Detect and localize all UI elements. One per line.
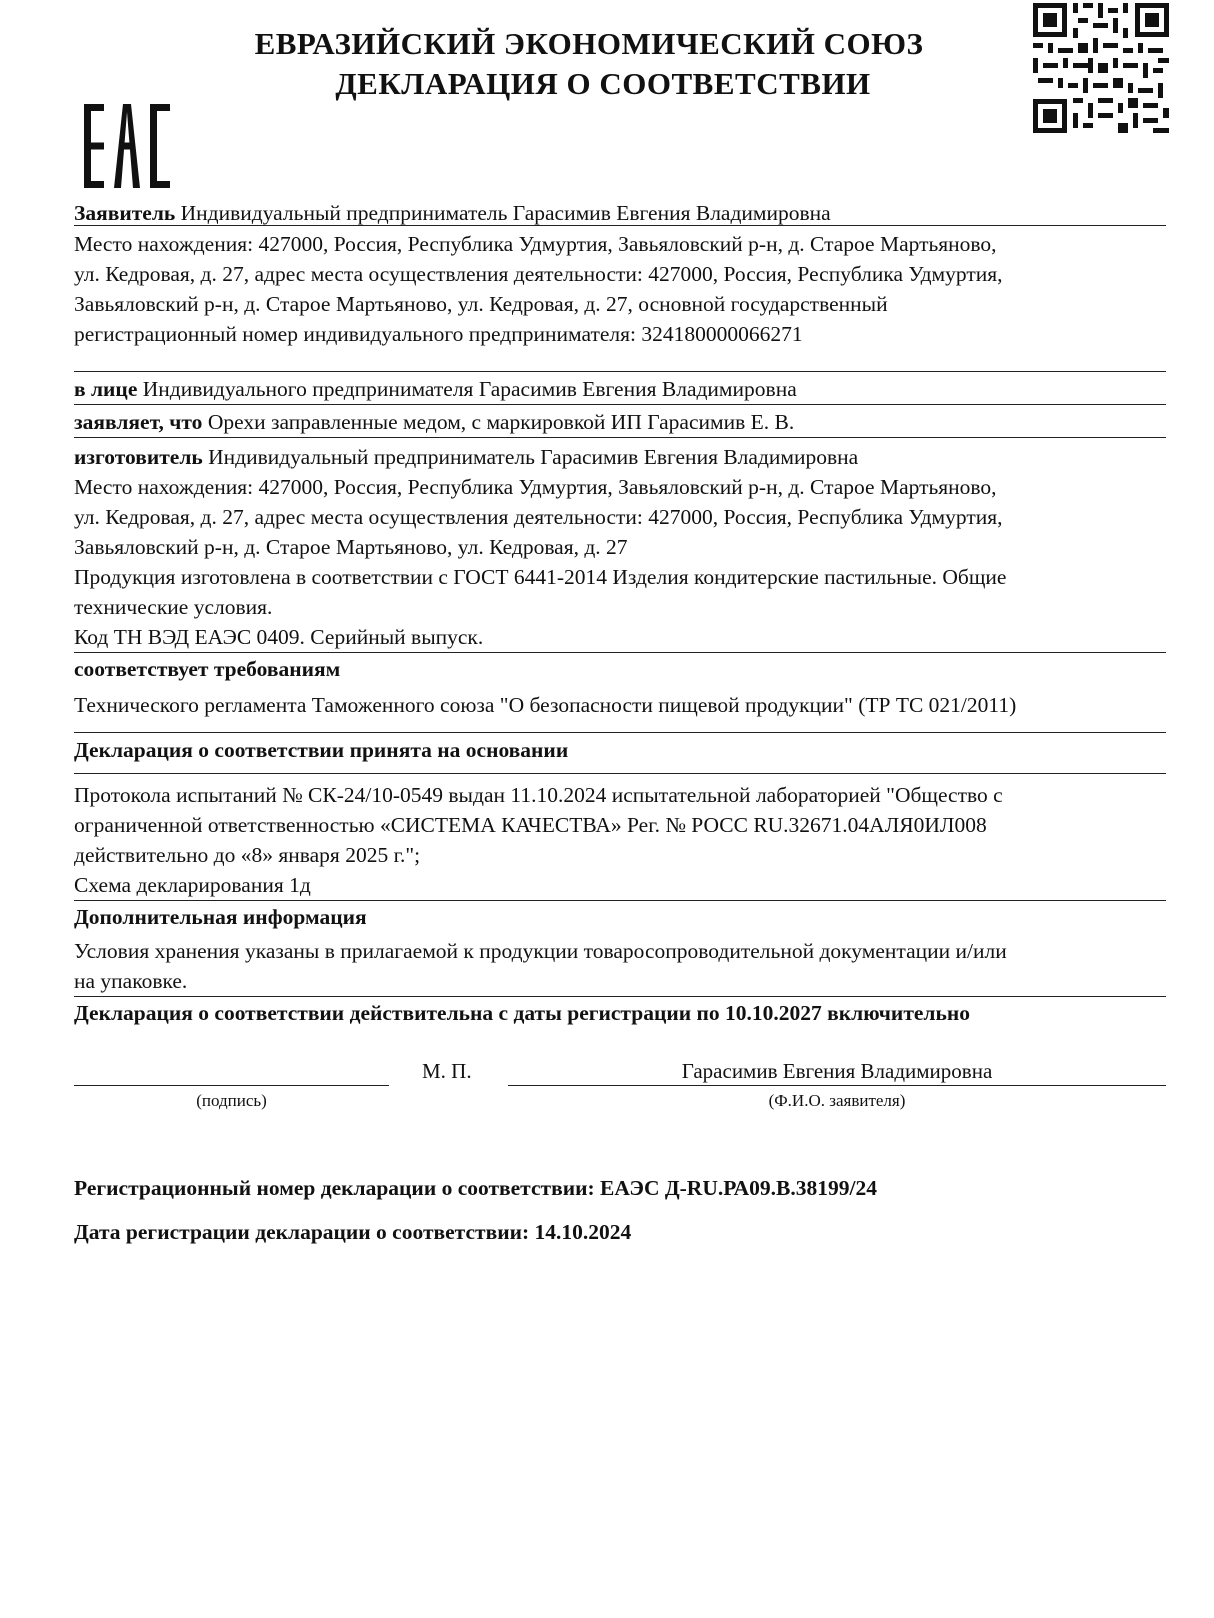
header-union-title: ЕВРАЗИЙСКИЙ ЭКОНОМИЧЕСКИЙ СОЮЗ xyxy=(254,26,924,61)
name-line xyxy=(508,1085,1166,1086)
manufacturer-standard-line: технические условия. xyxy=(74,595,273,619)
applicant-address-line: ул. Кедровая, д. 27, адрес места осуществления деятельности: 427000, Россия, Республика Удмуртия, xyxy=(74,262,1003,286)
document-header xyxy=(0,24,1214,104)
additional-line: на упаковке. xyxy=(74,969,188,993)
manufacturer-address-line: ул. Кедровая, д. 27, адрес места осуществления деятельности: 427000, Россия, Республика Удмуртия, xyxy=(74,505,1003,529)
conforms-label: соответствует требованиям xyxy=(74,657,341,681)
declares-label: заявляет, что xyxy=(74,410,203,434)
represented-by-text: Индивидуального предпринимателя Гарасимив Евгения Владимировна xyxy=(142,377,797,401)
applicant-full-name: Гарасимив Евгения Владимировна xyxy=(681,1059,993,1083)
basis-scheme: Схема декларирования 1д xyxy=(74,873,311,897)
applicant-row xyxy=(74,198,1166,226)
header-document-title: ДЕКЛАРАЦИЯ О СООТВЕТСТВИИ xyxy=(335,66,871,101)
applicant-name: Индивидуальный предприниматель Гарасимив Евгения Владимировна xyxy=(180,201,831,225)
manufacturer-standard-line: Продукция изготовлена в соответствии с ГОСТ 6441-2014 Изделия кондитерские пастильные. Общие xyxy=(74,565,1007,589)
represented-by-row xyxy=(74,372,1166,405)
name-caption: (Ф.И.О. заявителя) xyxy=(768,1091,906,1110)
registration-number: Регистрационный номер декларации о соответствии: ЕАЭС Д-RU.РА09.В.38199/24 xyxy=(74,1176,877,1200)
basis-line: ограниченной ответственностью «СИСТЕМА КАЧЕСТВА» Рег. № РОСС RU.32671.04АЛЯ0ИЛ008 xyxy=(74,813,987,837)
basis-block xyxy=(74,774,1166,901)
applicant-address-line: Место нахождения: 427000, Россия, Республика Удмуртия, Завьяловский р-н, д. Старое Мартьяново, xyxy=(74,232,997,256)
conforms-text: Технического регламента Таможенного союза "О безопасности пищевой продукции" (ТР ТС 021/2011) xyxy=(74,684,1166,733)
represented-by-label: в лице xyxy=(74,377,138,401)
signature-caption: (подпись) xyxy=(196,1091,267,1110)
declares-row xyxy=(74,405,1166,438)
signature-line xyxy=(74,1085,389,1086)
manufacturer-block xyxy=(74,438,1166,653)
eac-mark-icon xyxy=(84,104,170,193)
declaration-body xyxy=(74,198,1166,1028)
additional-label: Дополнительная информация xyxy=(74,905,367,929)
applicant-label: Заявитель xyxy=(74,201,176,225)
manufacturer-label: изготовитель xyxy=(74,445,203,469)
basis-line: действительно до «8» января 2025 г."; xyxy=(74,843,421,867)
additional-line: Условия хранения указаны в прилагаемой к продукции товаросопроводительной документации и/или xyxy=(74,939,1007,963)
validity-statement: Декларация о соответствии действительна с даты регистрации по 10.10.2027 включительно xyxy=(74,1001,970,1025)
qr-code-icon xyxy=(1033,3,1169,138)
manufacturer-address-line: Завьяловский р-н, д. Старое Мартьяново, ул. Кедровая, д. 27 xyxy=(74,535,628,559)
manufacturer-name: Индивидуальный предприниматель Гарасимив Евгения Владимировна xyxy=(208,445,859,469)
signature-block xyxy=(74,1057,1166,1117)
stamp-place-label: М. П. xyxy=(422,1059,472,1083)
declares-text: Орехи заправленные медом, с маркировкой ИП Гарасимив Е. В. xyxy=(207,410,795,434)
applicant-address-block xyxy=(74,226,1166,372)
additional-block xyxy=(74,932,1166,997)
basis-label: Декларация о соответствии принята на основании xyxy=(74,733,1166,774)
manufacturer-code-line: Код ТН ВЭД ЕАЭС 0409. Серийный выпуск. xyxy=(74,625,484,649)
registration-date: Дата регистрации декларации о соответствии: 14.10.2024 xyxy=(74,1220,632,1244)
basis-line: Протокола испытаний № СК-24/10-0549 выдан 11.10.2024 испытательной лабораторией "Общество с xyxy=(74,783,1003,807)
applicant-address-line: Завьяловский р-н, д. Старое Мартьяново, ул. Кедровая, д. 27, основной государственный xyxy=(74,292,888,316)
applicant-address-line: регистрационный номер индивидуального предпринимателя: 324180000066271 xyxy=(74,322,803,346)
manufacturer-address-line: Место нахождения: 427000, Россия, Республика Удмуртия, Завьяловский р-н, д. Старое Мартьяново, xyxy=(74,475,997,499)
